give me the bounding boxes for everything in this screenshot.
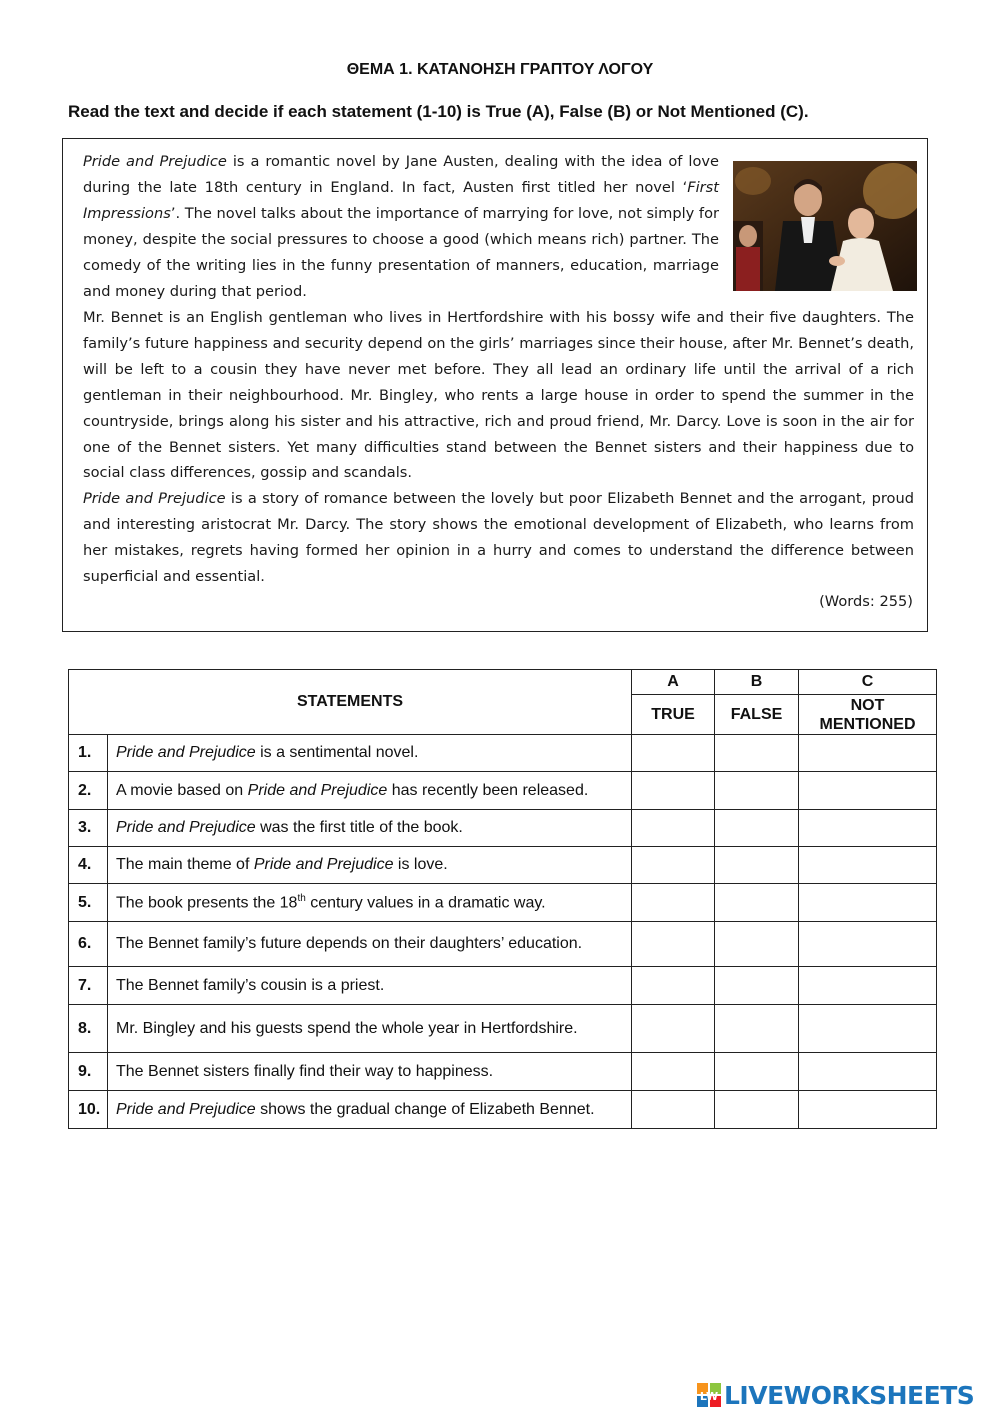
book-title: Pride and Prejudice [83,490,226,507]
statement-number: 8. [69,1005,108,1053]
statement-book-title: Pride and Prejudice [116,744,256,761]
statement-text [108,884,632,922]
answer-cell-not-mentioned[interactable] [799,772,937,810]
col-c-label-line-2: MENTIONED [819,715,916,733]
passage-text: is a romantic novel by Jane Austen, dealing with the idea of love during the late 18th century in England. In fact, Austen first titled her novel ‘ [83,153,719,196]
statement-text [108,847,632,884]
page-title: ΘΕΜΑ 1. ΚΑΤΑΝΟΗΣΗ ΓΡΑΠΤΟΥ ΛΟΓΟΥ [346,61,654,78]
answer-cell-true[interactable] [632,1053,715,1091]
answer-cell-false[interactable] [715,847,799,884]
answer-cell-not-mentioned[interactable] [799,1091,937,1129]
table-row [69,772,937,810]
statement-text [108,1091,632,1129]
statement-part: century values in a dramatic way. [305,894,546,912]
table-row [69,1053,937,1091]
passage-text: ’. The novel talks about the importance of marrying for love, not simply for money, despite the social pressures to choose a good (which means rich) partner. The comedy of the writing lies in the funny presentation of manners, education, marriage and money during that period. [83,204,719,300]
table-row [69,922,937,967]
movie-still-image [733,161,917,291]
col-b-label: FALSE [715,695,799,735]
original-title: First Impressions [83,178,719,222]
statements-header: STATEMENTS [69,670,632,735]
statement-number: 4. [69,847,108,884]
reading-passage [62,138,928,632]
answer-cell-not-mentioned[interactable] [799,922,937,967]
table-row [69,735,937,772]
statement-part: The main theme of [116,856,254,873]
liveworksheets-logo-text: LIVEWORKSHEETS [724,1380,975,1410]
statement-number: 2. [69,772,108,810]
header-row-letters [69,670,937,695]
answer-cell-not-mentioned[interactable] [799,847,937,884]
answer-cell-not-mentioned[interactable] [799,967,937,1005]
col-c-label-line-1: NOT [850,696,885,714]
statement-text [108,922,632,967]
statement-part: was the first title of the book. [255,819,463,836]
answer-cell-false[interactable] [715,967,799,1005]
statement-part: The Bennet sisters finally find their way to happiness. [116,1062,494,1080]
passage-paragraph-3 [83,486,914,590]
statement-text [108,735,632,772]
statement-number: 3. [69,810,108,847]
statement-part: is a sentimental novel. [255,744,419,761]
table-row [69,847,937,884]
statement-superscript: th [297,892,306,904]
passage-paragraph-2: Mr. Bennet is an English gentleman who lives in Hertfordshire with his bossy wife and their five daughters. The family’s future happiness and security depend on the girls’ marriages since their house, after Mr. Bennet’s death, will be left to a cousin they have never met before. They all lead an ordinary life until the arrival of a rich gentleman in their neighbourhood. Mr. Bingley, who rents a large house in order to spend the summer in the countryside, brings along his sister and his attractive, rich and proud friend, Mr. Darcy. Love is soon in the air for one of the Bennet sisters. Yet many difficulties stand between the Bennet sisters and their happiness due to social class differences, gossip and scandals. [83,309,914,482]
statement-part: shows the gradual change of Elizabeth Bennet. [255,1100,595,1118]
answer-cell-false[interactable] [715,1053,799,1091]
liveworksheets-logo[interactable] [697,1380,974,1410]
ballroom-photo [733,161,917,291]
statement-number: 5. [69,884,108,922]
logo-mark-text: LW [699,1390,719,1403]
answer-cell-not-mentioned[interactable] [799,735,937,772]
col-c-label [799,695,937,735]
statement-number: 10. [69,1091,108,1129]
instructions: Read the text and decide if each statement (1-10) is True (A), False (B) or Not Mentioned (C). [68,102,809,121]
answer-cell-true[interactable] [632,1005,715,1053]
answer-cell-true[interactable] [632,884,715,922]
table-row [69,967,937,1005]
answer-cell-false[interactable] [715,1091,799,1129]
statement-part: The book presents the 18 [116,894,298,912]
table-row [69,810,937,847]
statement-book-title: Pride and Prejudice [253,856,394,873]
statement-book-title: Pride and Prejudice [116,1100,256,1118]
statement-number: 1. [69,735,108,772]
statement-text [108,1053,632,1091]
statement-part: Mr. Bingley and his guests spend the whole year in Hertfordshire. [116,1019,578,1037]
statements-table [68,669,937,1129]
table-row [69,1005,937,1053]
answer-cell-false[interactable] [715,772,799,810]
statement-part: is love. [393,856,448,873]
statement-part: has recently been released. [387,781,589,799]
book-title: Pride and Prejudice [83,153,227,170]
answer-cell-true[interactable] [632,1091,715,1129]
answer-cell-not-mentioned[interactable] [799,884,937,922]
statement-text [108,967,632,1005]
statement-text [108,772,632,810]
statement-part: The Bennet family’s cousin is a priest. [116,976,385,994]
statement-text [108,810,632,847]
answer-cell-not-mentioned[interactable] [799,810,937,847]
answer-cell-true[interactable] [632,847,715,884]
statement-text [108,1005,632,1053]
col-c-letter: C [799,670,937,695]
answer-cell-false[interactable] [715,884,799,922]
answer-cell-true[interactable] [632,772,715,810]
statement-number: 9. [69,1053,108,1091]
statement-part: The Bennet family’s future depends on their daughters’ education. [116,935,583,952]
word-count: (Words: 255) [819,593,913,610]
liveworksheets-logo-icon [697,1383,721,1407]
answer-cell-not-mentioned[interactable] [799,1053,937,1091]
answer-cell-true[interactable] [632,810,715,847]
answer-cell-false[interactable] [715,1005,799,1053]
col-b-letter: B [715,670,799,695]
answer-cell-false[interactable] [715,810,799,847]
col-a-label: TRUE [632,695,715,735]
answer-cell-true[interactable] [632,967,715,1005]
statement-number: 6. [69,922,108,967]
table-row [69,1091,937,1129]
table-row [69,884,937,922]
passage-paragraph-1 [83,149,719,304]
answer-cell-not-mentioned[interactable] [799,1005,937,1053]
statement-part: A movie based on [116,781,248,799]
col-a-letter: A [632,670,715,695]
answer-cell-true[interactable] [632,922,715,967]
answer-cell-false[interactable] [715,735,799,772]
statement-number: 7. [69,967,108,1005]
passage-text: is a story of romance between the lovely but poor Elizabeth Bennet and the arrogant, proud and interesting aristocrat Mr. Darcy. The story shows the emotional development of Elizabeth, who learns from her mistakes, regrets having formed her opinion in a hurry and comes to understand the difference between superficial and essential. [83,490,914,585]
answer-cell-true[interactable] [632,735,715,772]
statements-body [69,735,937,1129]
answer-cell-false[interactable] [715,922,799,967]
statement-book-title: Pride and Prejudice [116,819,256,836]
statement-book-title: Pride and Prejudice [247,781,388,799]
